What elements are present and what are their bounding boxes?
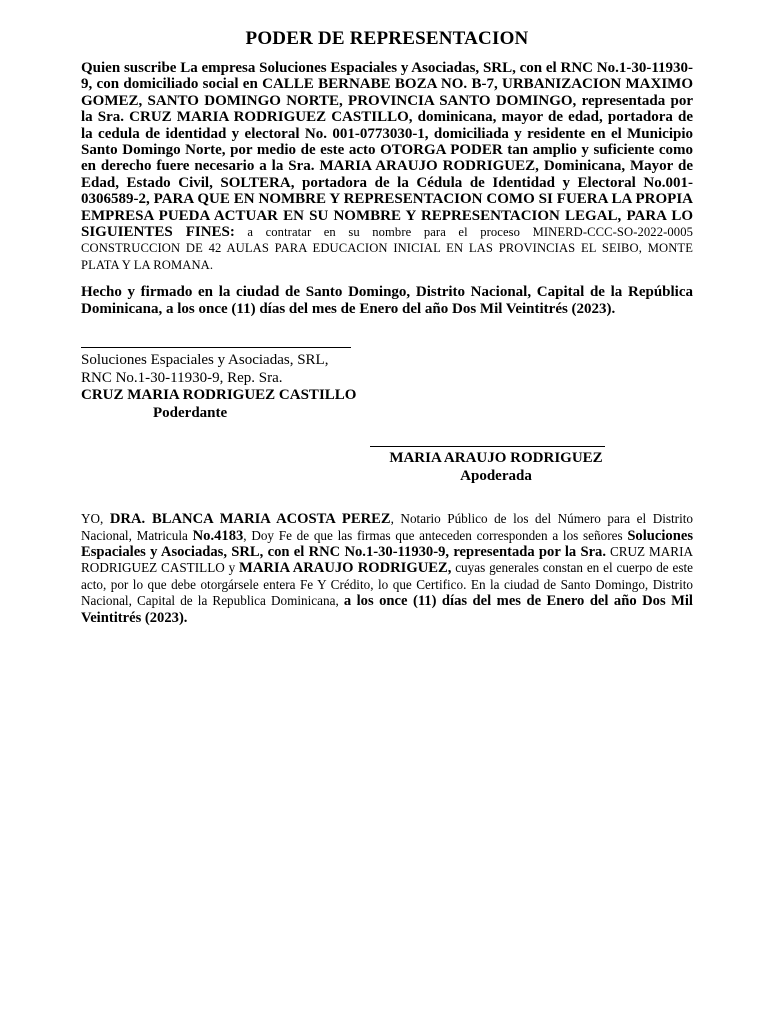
attorney-name: MARIA ARAUJO RODRIGUEZ, <box>319 158 539 175</box>
notary-text-4: CRUZ MARIA RODRIGUEZ CASTILLO y <box>81 543 693 576</box>
notary-date: a los once (11) días del mes de Enero del año Dos Mil Veintitrés (2023). <box>81 593 693 626</box>
notary-text-5: cuyas generales constan en el cuerpo de este acto, por lo que debe otorgársele entera Fe Y Crédito, lo que Certifico. En la ciudad de Santo Domingo, Distrito Nacional, Capital de la Republica Dominicana, <box>81 560 693 609</box>
notary-text-2: , Notario Público de los del Número para el Distrito Nacional, Matricula <box>81 511 693 543</box>
notary-text-1: YO, <box>81 511 110 527</box>
notary-company: Soluciones Espaciales y Asociadas, SRL, con el RNC No.1-30-11930-9, representada por la Sra. <box>81 527 693 560</box>
attorney-details-clause: Dominicana, Mayor de Edad, Estado Civil, SOLTERA, portadora de la Cédula de Identidad y Electoral No.001-0306589-2, PARA QUE EN NOMBRE Y REPRESENTACION COMO SI FUERA LA PROPIA EMPRESA PUEDA ACTUAR EN SU NOMBRE Y REPRESENTACION LEGAL, PARA LO SIGUIENTES FINES: <box>81 158 693 241</box>
grantor-role: Poderdante <box>153 404 228 421</box>
attorney-signature-name: MARIA ARAUJO RODRIGUEZ <box>389 450 603 467</box>
grantor-representative-name: CRUZ MARIA RODRIGUEZ CASTILLO <box>81 387 357 404</box>
grantor-clause: Quien suscribe La empresa Soluciones Espaciales y Asociadas, SRL, con el RNC No.1-30-11930-9, con domiciliado social en CALLE BERNABE BOZA NO. B-7, URBANIZACION MAXIMO GOMEZ, SANTO DOMINGO NORTE, PROVINCIA SANTO DOMINGO, representada por la Sra. CRUZ MARIA RODRIGUEZ CASTILLO, dominicana, mayor de edad, portadora de la cedula de identidad y electoral No. 001-0773030-1, domiciliada y residente en el Municipio Santo Domingo Norte, por medio de este acto OTORGA PODER tan amplio y suficiente como en derecho fuere necesario a la Sra. <box>81 60 693 175</box>
grantor-signature-line <box>81 347 351 348</box>
notary-text-3: , Doy Fe de que las firmas que anteceden corresponden a los señores <box>243 527 628 543</box>
notary-name: DRA. BLANCA MARIA ACOSTA PEREZ <box>109 511 391 528</box>
grantor-signature-block <box>81 347 357 422</box>
notary-registration: No.4183 <box>192 527 244 544</box>
attorney-signature-line <box>370 446 605 447</box>
grantor-company: Soluciones Espaciales y Asociadas, SRL, <box>81 352 329 369</box>
power-of-attorney-paragraph <box>81 60 693 273</box>
attorney-role: Apoderada <box>460 467 532 484</box>
document-title: PODER DE REPRESENTACION <box>245 28 529 49</box>
attorney-signature-block <box>370 446 610 485</box>
document-page <box>81 28 693 639</box>
purpose-clause: a contratar en su nombre para el proceso MINERD-CCC-SO-2022-0005 CONSTRUCCION DE 42 AULAS PARA EDUCACION INICIAL EN LAS PROVINCIAS EL SEIBO, MONTE PLATA Y LA ROMANA. <box>81 225 693 272</box>
signing-place-date-paragraph: Hecho y firmado en la ciudad de Santo Domingo, Distrito Nacional, Capital de la República Dominicana, a los once (11) días del mes de Enero del año Dos Mil Veintitrés (2023). <box>81 284 693 317</box>
notary-attorney-name: MARIA ARAUJO RODRIGUEZ, <box>239 560 452 577</box>
notary-certification-paragraph <box>81 511 693 626</box>
grantor-rnc: RNC No.1-30-11930-9, Rep. Sra. <box>81 369 283 386</box>
